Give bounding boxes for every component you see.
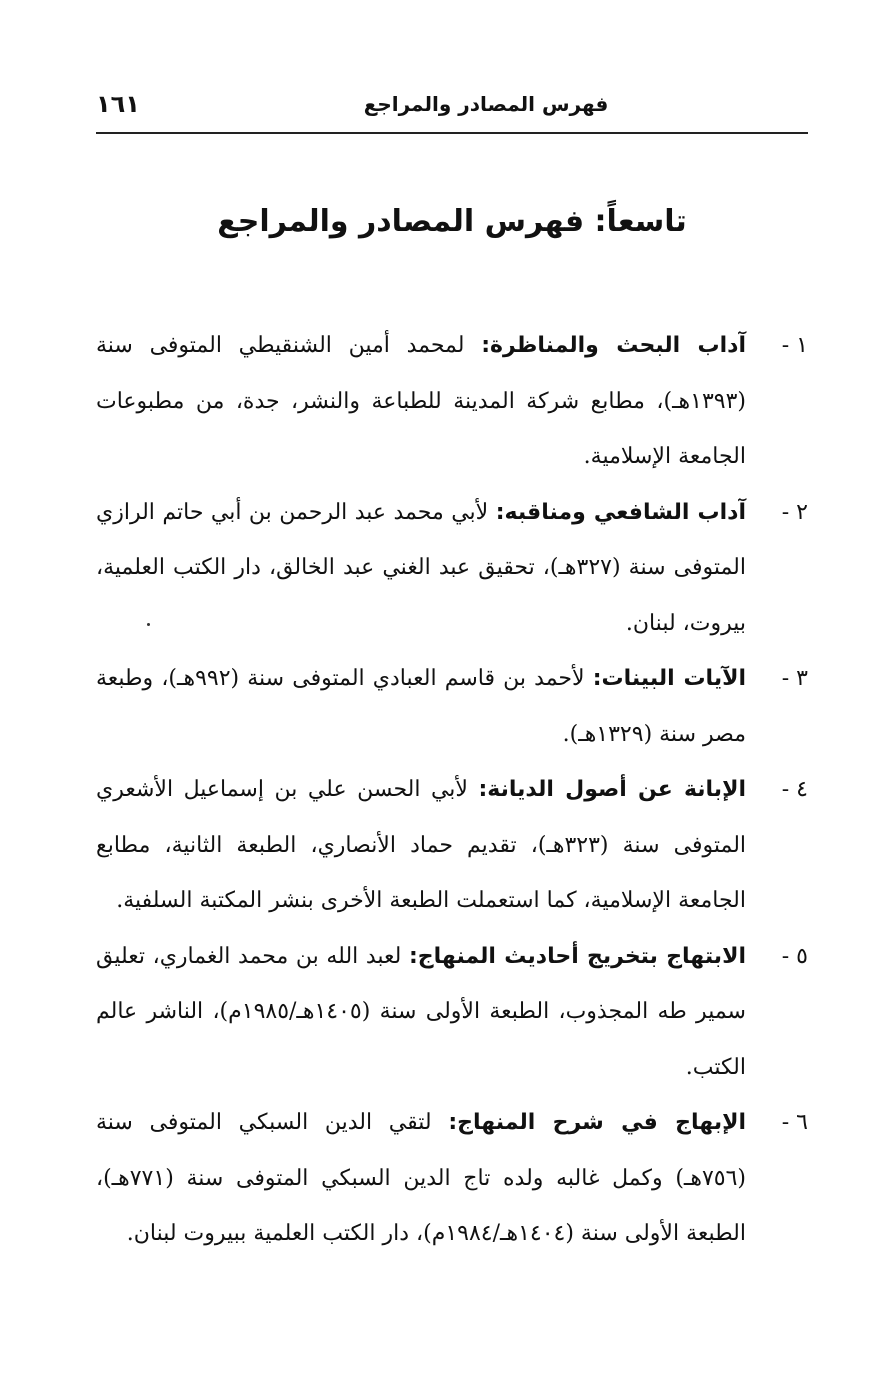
- entry-title: آداب الشافعي ومناقبه:: [495, 499, 747, 525]
- page-number: ١٦١: [96, 90, 140, 118]
- running-header: [96, 86, 808, 130]
- reference-entry-6: [96, 1095, 808, 1262]
- entry-number: ١ -: [781, 333, 808, 358]
- running-title: فهرس المصادر والمراجع: [363, 92, 609, 116]
- entry-text: لعبد الله بن محمد الغماري، تعليق سمير طه المجذوب، الطبعة الأولى سنة (١٤٠٥هـ/١٩٨٥م)، الناشر عالم الكتب.: [96, 943, 746, 1080]
- reference-entry-2: [96, 485, 808, 652]
- entry-text: لأبي الحسن علي بن إسماعيل الأشعري المتوفى سنة (٣٢٣هـ)، تقديم حماد الأنصاري، الطبعة الثانية، مطابع الجامعة الإسلامية، كما استعملت الطبعة الأخرى بنشر المكتبة السلفية.: [96, 777, 747, 913]
- reference-entry-3: [96, 651, 808, 762]
- entry-number: ٣ -: [781, 666, 808, 691]
- entry-title: الابتهاج بتخريج أحاديث المنهاج:: [409, 943, 746, 969]
- entry-number: ٢ -: [781, 499, 808, 525]
- entry-number: ٥ -: [781, 943, 808, 969]
- entry-text: لتقي الدين السبكي المتوفى سنة (٧٥٦هـ) وكمل غالبه ولده تاج الدين السبكي المتوفى سنة (٧٧١هـ)، الطبعة الأولى سنة (١٤٠٤هـ/١٩٨٤م)، دار الكتب العلمية ببيروت لبنان.: [96, 1110, 746, 1246]
- entry-number: ٤ -: [781, 777, 808, 802]
- reference-entry-1: [96, 318, 808, 485]
- section-title: تاسعاً: فهرس المصادر والمراجع: [217, 204, 687, 239]
- entry-number: ٦ -: [781, 1110, 808, 1135]
- entry-text: لمحمد أمين الشنقيطي المتوفى سنة (١٣٩٣هـ)، مطابع شركة المدينة للطباعة والنشر، جدة، من مطبوعات الجامعة الإسلامية.: [96, 333, 746, 469]
- entry-text: لأبي محمد عبد الرحمن بن أبي حاتم الرازي المتوفى سنة (٣٢٧هـ)، تحقيق عبد الغني عبد الخالق، دار الكتب العلمية، بيروت، لبنان.: [96, 499, 746, 636]
- entry-title: الآيات البينات:: [592, 666, 747, 691]
- print-speck: [147, 623, 150, 626]
- entry-text: لأحمد بن قاسم العبادي المتوفى سنة (٩٩٢هـ)، وطبعة مصر سنة (١٣٢٩هـ).: [96, 666, 746, 747]
- reference-entry-5: [96, 929, 808, 1096]
- entry-title: الإبانة عن أصول الديانة:: [478, 777, 746, 802]
- reference-entry-4: [96, 762, 808, 929]
- entry-title: آداب البحث والمناظرة:: [481, 333, 746, 358]
- entry-title: الإبهاج في شرح المنهاج:: [448, 1110, 747, 1135]
- reference-list: [96, 318, 808, 1262]
- header-rule: [96, 132, 808, 134]
